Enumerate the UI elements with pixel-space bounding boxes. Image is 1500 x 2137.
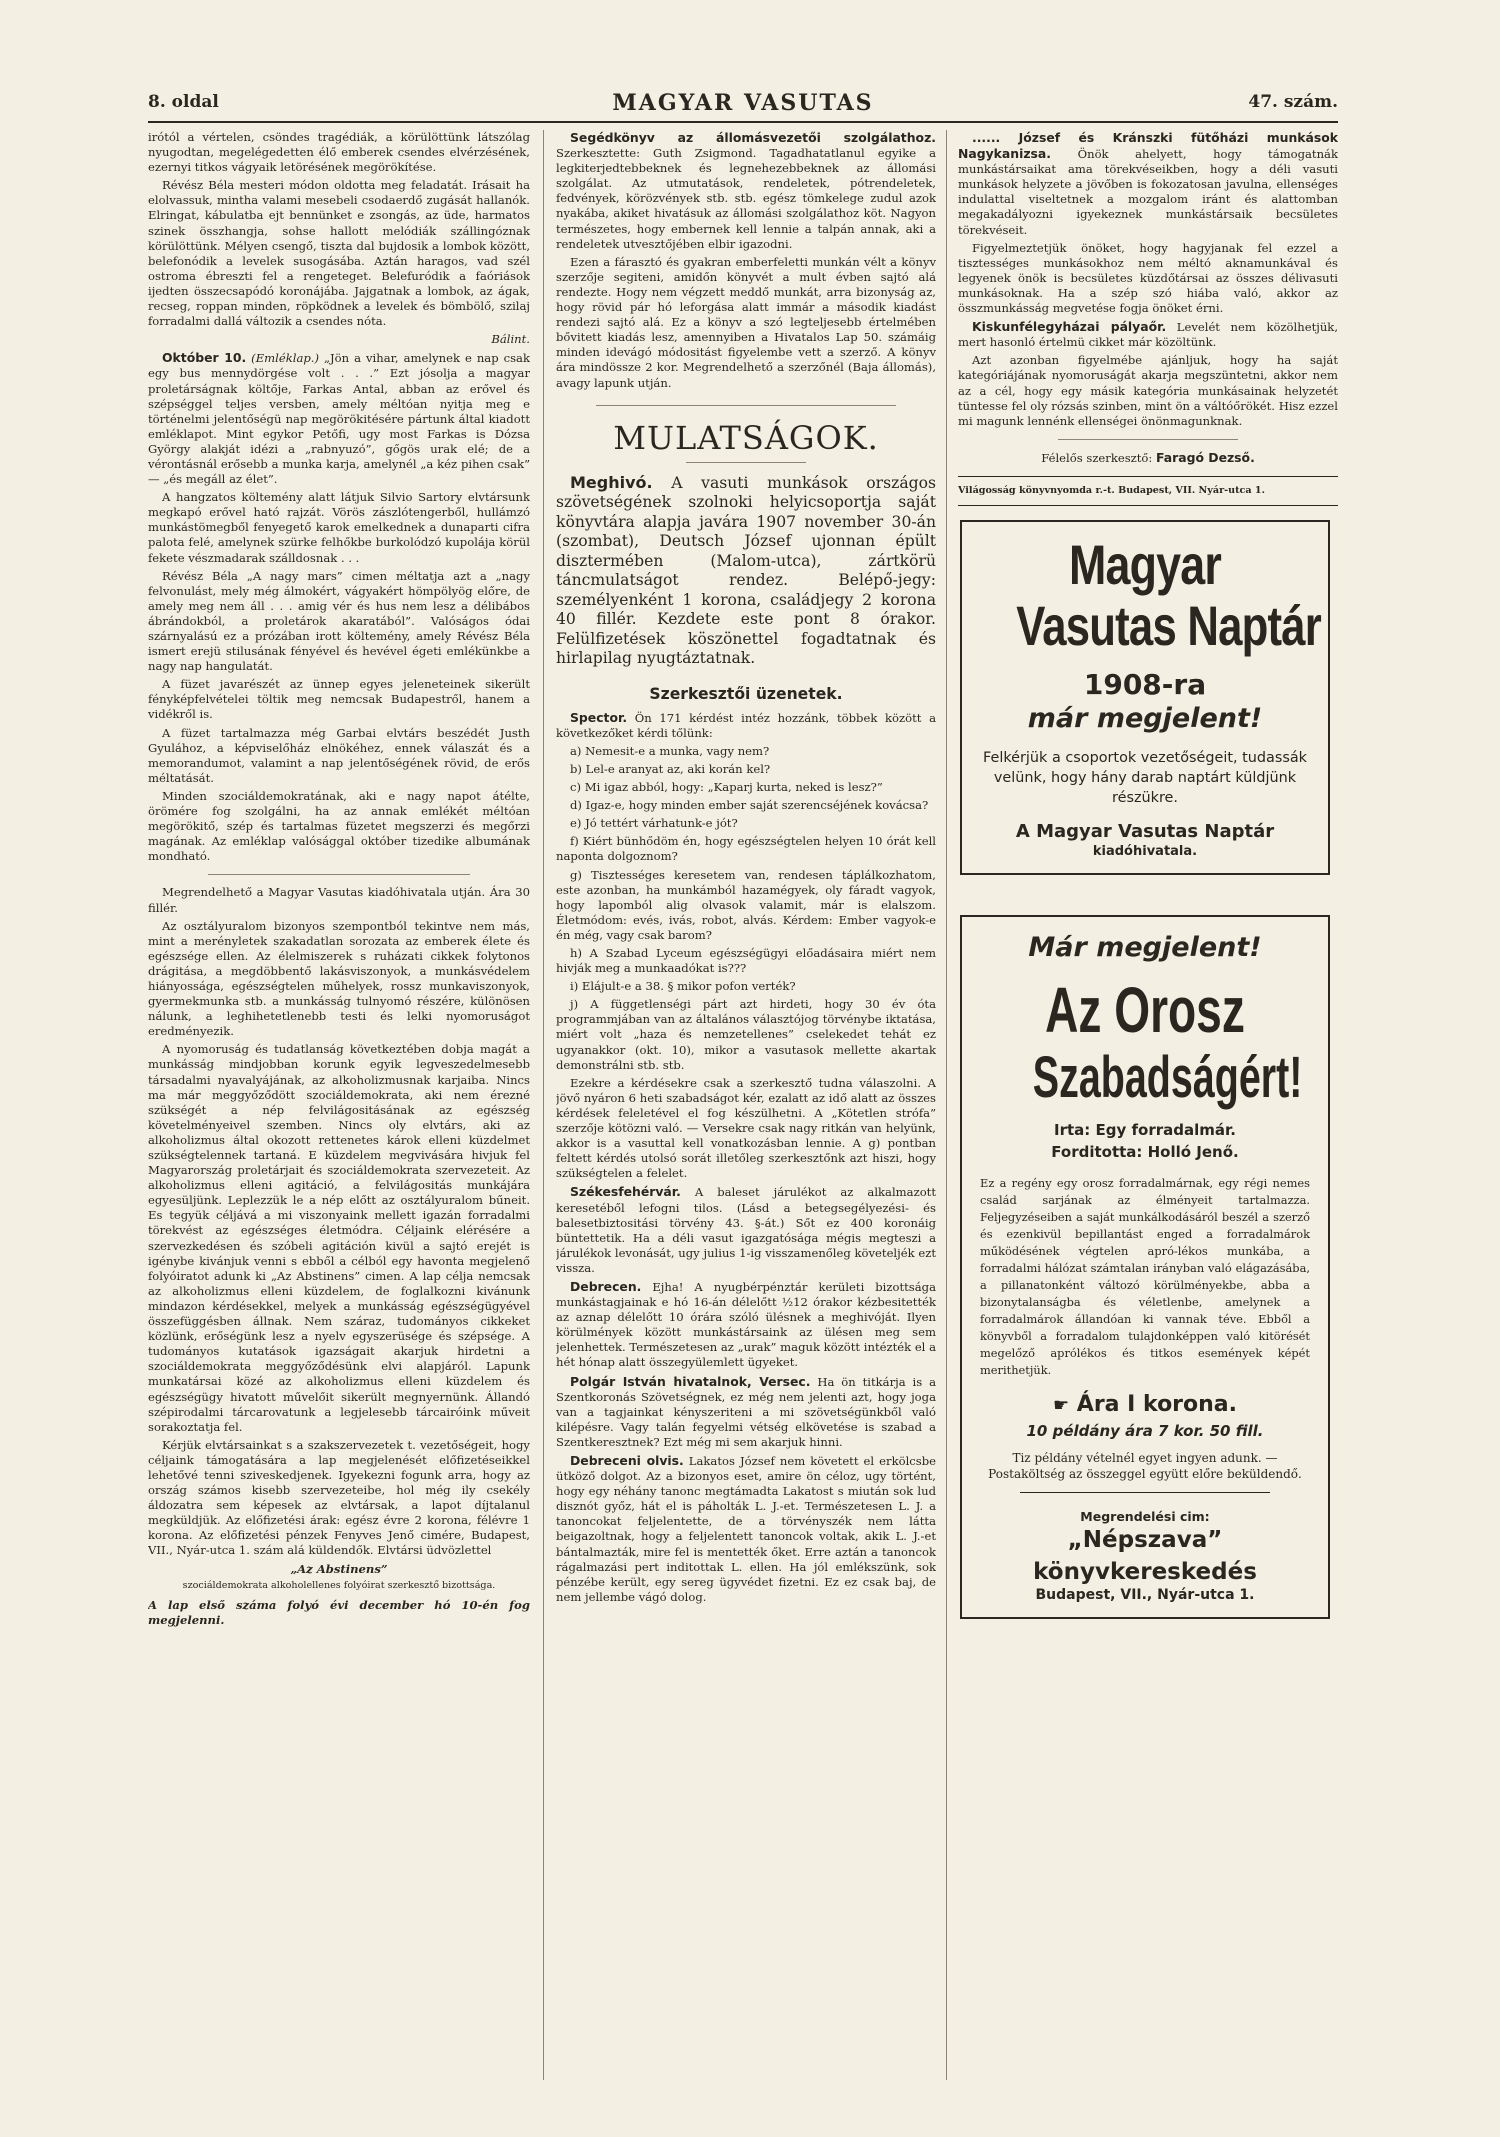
page-header	[148, 92, 1338, 118]
ad-published: már megjelent!	[1027, 702, 1263, 734]
paragraph: Figyelmeztetjük önöket, hogy hagyjanak fel ezzel a tisztességes munkásokhoz nem méltó aknamunkával és legyenek önök is becsületes küzdőtársai az összes délivasuti munkásoknak. Ha a szép szó hiába való, akkor az összmunkásság megvetése fogja önöket érni.	[958, 240, 1338, 316]
paragraph-text: Lakatos József nem követett el erkölcsbe ütköző dolgot. Az a bizonyos eset, amire ön céloz, ugy történt, hogy egy néhány tanonc megtámadta Lakatost s miután sok lud disznót győz, hát el is páholták L. J.-et. Természetesen L. J. a tanoncokat feljelentette, de a törvényszék nem látta beigazoltnak, hogy a feljelentett tanoncok voltak, akik L. J.-et bántalmazták, mire fel is mentették őket. Erre aztán a tanoncok rágalmazási pert inditottak L. ellen. Ha jól emlékszünk, sok pénzébe került, egy sereg ügyvédet fizetni. Ez ez csak baj, de nem jellembe vágó dolog.	[556, 1454, 936, 1604]
paragraph	[556, 1184, 936, 1276]
paragraph: Révész Béla mesteri módon oldotta meg feladatát. Irásait ha elolvassuk, mintha valami mesebeli csodaerdő zugását hallanók. Elringat, kábulatba ejt bennünket e zsongás, az üde, harmatos szinek összhangja, sohse hallott melódiák szállingóznak körülöttünk. Mélyen csengő, tiszta dal bujdosik a lombok között, belefonódik a levelek susogásába. Aztán haragos, vad szél ostroma ébreszti fel a rengeteget. Belefuródik a faóriások ijedten összecsapódó koronájába. Jajgatnak a lombok, az ágak, recseg, roppan minden, röpködnek a levelek és bömbölő, szilaj forradalmi dallá változik a csendes nóta.	[148, 178, 530, 329]
paragraph: Azt azonban figyelmébe ajánljuk, hogy ha saját kategóriájának nyomoruságát akarja megszüntetni, akkor nem az a cél, hogy egy másik kategória munkásainak helyzetét tüntesse fel oly rózsás szinben, mint ön a váltóőrökét. Hisz ezzel mi magunk lennénk ellenségei önönmagunknak.	[958, 353, 1338, 428]
divider	[208, 874, 470, 875]
item-source: (Emléklap.)	[251, 351, 319, 366]
divider	[1058, 439, 1238, 440]
ad-title-line1: Magyar	[1068, 532, 1222, 596]
column-3	[958, 130, 1338, 2095]
bookstore-name: „Népszava” könyvkereskedés	[1033, 1527, 1257, 1586]
question-item: j) A függetlenségi párt azt hirdeti, hogy 30 év óta programmjában van az általános választójog törvénybe iktatása, miért volt „haza és nemzetellenes” cselekedet tehát ez ugyanakkor (okt. 10), mikor a vasutasok mellette akartak demonstrálni stb. stb.	[556, 997, 936, 1072]
paragraph-text: Ha ön titkárja is a Szentkoronás Szövetségnek, ez még nem jelenti azt, hogy joga van a tagjainkat kényszeriteni a mi szövetségünkből való kilépésre. Vagy talán fegyelmi vétség elkövetése is szabad a Szentkeresztnek? Ezt még mi sem akarjuk hinni.	[556, 1374, 936, 1449]
paragraph-text: A baleset járulékot az alkalmazott keresetéből lefogni tilos. (Lásd a betegsegélyezési- és balesetbiztositási törvény 43. §-át.) Sőt ez 400 koronáig büntettetik. Ha a déli vasut igazgatósága mégis megteszi a járulékok levonását, ugy julius 1-ig visszamenőleg követeljék ezt vissza.	[556, 1185, 936, 1275]
paragraph: A hangzatos költemény alatt látjuk Silvio Sartory elvtársunk megkapó erővel ható rajzát. Vörös zászlótengerből, hullámzó munkástömegből fenyegető karok emelkednek a dunaparti cifra palota felé, amelynek szürke felhőkbe burkolódzó kupolája körül fekete vészmadarak szálldosnak . . .	[148, 490, 530, 565]
book-title-line2: Szabadságért!	[1032, 1044, 1303, 1110]
divider	[958, 505, 1338, 506]
paragraph: irótól a vértelen, csöndes tragédiák, a körülöttünk látszólag nyugodtan, megelégedetten élő emberek csendes elvérzésének, ezernyi titkos vágyaik letörésének megörökítése.	[148, 130, 530, 175]
order-label: Megrendelési cim:	[1080, 1508, 1210, 1524]
paragraph: Ezekre a kérdésekre csak a szerkesztő tudna válaszolni. A jövő nyáron 6 heti szabadságot kér, ezalatt az idő alatt az összes kérdések feleletével el fog készülhetni. A „Kötetlen strófa” szerzője kötözni való. — Versekre csak nagy ritkán van helyünk, akkor is a vasuttal kell vonatkozásban lennie. A g) pontban feltett kérdés utolsó sorát illetőleg szerkesztőnk azt hiszi, hogy szükségtelen a felelet.	[556, 1075, 936, 1181]
divider	[596, 405, 896, 406]
question-item: b) Lel-e aranyat az, aki korán kel?	[570, 761, 771, 776]
item-lead: Polgár István hivatalnok, Versec.	[570, 1373, 811, 1389]
item-lead: Debrecen.	[570, 1278, 642, 1294]
ad-title-line2: Vasutas Naptár	[1016, 593, 1321, 657]
question-item: e) Jó tettért várhatunk-e jót?	[570, 816, 738, 831]
paragraph	[556, 1279, 936, 1371]
item-lead: Segédkönyv az állomásvezetői szolgálathoz.	[570, 130, 936, 145]
paragraph: Az osztályuralom bizonyos szempontból tekintve nem más, mint a merényletek szakadatlan sorozata az emberek élete és egészsége ellen. Az élelmiszerek s ruházati cikkek folytonos drágitása, a megdöbbentő lakásviszonyok, a munkásvédelem hiányossága, egészségtelen műhelyek, rossz munkaviszonyok, gyermekmunka stb. a munkásság tulnyomó részére, különösen nálunk, a leghihetetlenebb testi és lelki nyomoruságot eredményezik.	[148, 918, 530, 1039]
paragraph: Révész Béla „A nagy mars” cimen méltatja azt a „nagy felvonulást, mely még álmokért, vágyakért hömpölyög előre, de amely meg nem áll . . . amig vér és hus nem lesz a délibábos ábrándokból, a proletárok akaratából”. Valóságos ódai szárnyalású ez a prózában irott költemény, amely Révész Béla ismert erejü stilusának fényével és hevével égeti emlékünkbe a nagy nap hangulatát.	[148, 568, 530, 674]
paragraph: Minden szociáldemokratának, aki e nagy napot átélte, örömére fog szolgálni, ha az annak emlékét méltóan megörökitő, szép és tartalmas füzetet megszerzi és megőrzi magának. Az emléklap valósággal október tizedike albumának mondható.	[148, 788, 530, 864]
book-translator: Forditotta: Holló Jenő.	[1051, 1142, 1239, 1161]
book-advertisement	[960, 915, 1330, 1619]
editor-name: Faragó Dezső.	[1156, 449, 1255, 465]
naptar-advertisement	[960, 520, 1330, 875]
paragraph	[556, 130, 936, 252]
paragraph: Megrendelhető a Magyar Vasutas kiadóhivatala utján. Ára 30 fillér.	[148, 885, 530, 915]
paragraph	[556, 473, 936, 669]
pointing-hand-icon: ☛	[1052, 1394, 1070, 1416]
paragraph: A nyomoruság és tudatlanság következtében dobja magát a munkásság mindjobban korunk egyik legveszedelmesebb társadalmi nyavalyájának, az alkoholizmusnak karjaiba. Nincs ma már meggyőződött szociáldemokrata, aki nem érezné szükségét a nép felvilágositásának az egészség követelményeivel szemben. Nincs oly elvtárs, aki az alkoholizmus által okozott rettenetes károk elleni küzdelmet szükségtelennek tartaná. E küzdelem megvivására hivjuk fel Magyarország proletárjait és szociáldemokrata szervezeteit. Az alkoholizmus elleni agitáció, a felvilágositás munkájára egyesüljünk. Leplezzük le a nép előtt az osztályuralom bűneit. Es tegyük céljává a mi viszonyaink mellett igazán forradalmi törekvést az egészséges életmódra. Céljaink elérésére a szervezkedésen és szóbeli agitáción kivül a sajtó erejét is igénybe kivánjuk venni s ebből a célból egy havonta megjelenő folyóiratot adunk ki „Az Abstinens” cimen. A lap célja nemcsak az alkoholizmus elleni küzdelem, de foglalkozni kivánunk mindazon kérdésekkel, melyek a munkásság egészségügyével összefüggésben állnak. Nem száraz, tudományos cikkeket közlünk, erőségünk lesz a nyelv egyszerüsége és szépsége. A tudományos kutatások igazságait akarjuk hirdetni a szociáldemokrata meggyőződésünk elvi alapjáról. Lapunk munkatársai közé az alkoholizmus elleni küzdelem és egészségügy hivatott művelőit sikerült megnyernünk. Állandó szépirodalmi tárcarovatunk a legjelesebb tárcairóink műveit sorakoztatja fel.	[148, 1042, 530, 1434]
question-item: d) Igaz-e, hogy minden ember saját szerencséjének kovácsa?	[570, 798, 929, 813]
newspaper-title: MAGYAR VASUTAS	[612, 90, 874, 116]
paragraph	[556, 1374, 936, 1450]
ad-head: Már megjelent!	[1028, 931, 1262, 963]
footnote: A lap első száma folyó évi december hó 10-én fog megjelenni.	[148, 1597, 530, 1627]
page-number: 8. oldal	[148, 92, 219, 112]
item-lead: Október 10.	[162, 350, 247, 366]
question-item: i) Elájult-e a 38. § mikor pofon verték?	[570, 979, 796, 994]
paragraph-text: Ön 171 kérdést intéz hozzánk, többek között a következőket kérdi tőlünk:	[556, 710, 936, 740]
question-item: g) Tisztességes keresetem van, rendesen táplálkozhatom, este azonban, ha munkámból hazamégyek, oly fáradt vagyok, hogy lapomból alig olvasok valamit, már is elalszom. Életmódom: evés, ivás, robot, alvás. Kérdem: Ember vagyok-e én még, vagy csak barom?	[556, 867, 936, 942]
column-2	[556, 130, 936, 2095]
paragraph-text: Levelét nem közölhetjük, mert hasonló értelmü cikket már közöltünk.	[958, 320, 1338, 350]
question-item: a) Nemesit-e a munka, vagy nem?	[570, 743, 770, 758]
item-lead: Kiskunfélegyházai pályaőr.	[972, 319, 1167, 335]
divider	[958, 476, 1338, 477]
signature-subtitle: szociáldemokrata alkoholellenes folyóirat szerkesztő bizottsága.	[182, 1579, 496, 1591]
book-title-line1: Az Orosz	[1045, 973, 1245, 1046]
signature: „Az Abstinens”	[290, 1561, 388, 1576]
paragraph: A füzet javarészét az ünnep egyes jeleneteinek sikerült fényképfelvételei töltik meg nemcsak Budapestről, hanem a vidékről is.	[148, 677, 530, 722]
paragraph-text: Önök ahelyett, hogy támogatnák munkástársaikat ama törekvéseikben, hogy a déli vasuti munkások helyzete a jövőben is fokozatosan javulna, ellenséges indulattal viseltetnek a mozgalom iránt és alattomban megakadályozni igyekeznek munkástársaik becsületes törekvéseit.	[958, 147, 1338, 237]
book-description: Ez a regény egy orosz forradalmárnak, egy régi nemes család sarjának az élményeit tartalmazza. Feljegyzéseiben a saját munkálkodásáról beszél a szerző és ezenkivül bepillantást enged a forradalmárok működésének végtelen apró-lékos munkába, a forradalmi hálózat számtalan irányban való elágazásába, a pillanatonként változó körülményekbe, abba a bizonytalanságba és véletlenbe, amelynek a forradalmárok állandóan ki vannak téve. Ebből a könyvből a forradalom tulajdonképpen való kitörését megelőző aprólékos és titkos események képét merithetjük.	[980, 1175, 1310, 1377]
column-divider-1	[543, 130, 544, 2080]
editor-label: Félelős szerkesztő:	[1041, 450, 1153, 465]
item-lead: ...... József és Kránszki fütőházi munkások Nagykanizsa.	[958, 130, 1338, 162]
item-lead: Meghivó.	[570, 472, 653, 492]
section-title-mulatsagok: MULATSÁGOK.	[613, 418, 879, 457]
signature: Bálint.	[491, 332, 530, 347]
ad-text: Felkérjük a csoportok vezetőségeit, tudassák velünk, hogy hány darab naptárt küldjünk részükre.	[983, 749, 1307, 806]
bookstore-address: Budapest, VII., Nyár-utca 1.	[1035, 1587, 1255, 1604]
book-note: Tiz példány vételnél egyet ingyen adunk. — Postaköltség az összeggel együtt előre beküldendő.	[988, 1450, 1302, 1481]
question-item: c) Mi igaz abból, hogy: „Kaparj kurta, neked is lesz?”	[570, 780, 883, 795]
paragraph-text: Szerkesztette: Guth Zsigmond. Tagadhatatlanul egyike a legkiterjedtebbeknek és legnehezebbeknek az állomási szolgálat. Az utmutatások, rendeletek, pótrendeletek, fedvények, körözvények stb. stb. egész tömkelege zudul azok nyakába, akiket hivatásuk az állomási szolgálathoz köt. Nagyon természetes, hogy embernek kell lennie a talpán annak, aki a rendeletek utvesztőjében elbir igazodni.	[556, 146, 936, 251]
item-lead: Spector.	[570, 709, 628, 725]
paragraph-text: A vasuti munkások országos szövetségének szolnoki helyicsoportja saját könyvtára alapja javára 1907 november 30-án (szombat), Deutsch József ujonnan épült disztermében (Malom-utca), zártkörü táncmulatságot rendez. Belépő-jegy: személyenként 1 korona, családjegy 2 korona 40 fillér. Kezdete este pont 8 órakor. Felülfizetések köszönettel fogadtatnak és hirlapilag nyugtáztatnak.	[556, 473, 936, 668]
printer-line: Világosság könyvnyomda r.-t. Budapest, VII. Nyár-utca 1.	[958, 484, 1265, 496]
editor-line	[958, 450, 1338, 466]
paragraph	[556, 1453, 936, 1605]
column-1	[148, 130, 530, 2095]
section-title-szerkesztoi: Szerkesztői üzenetek.	[649, 684, 843, 703]
divider	[686, 462, 806, 463]
ad-publisher-office: kiadóhivatala.	[1092, 843, 1198, 859]
column-divider-2	[946, 130, 947, 2080]
item-lead: Székesfehérvár.	[570, 1184, 681, 1200]
paragraph	[958, 319, 1338, 350]
paragraph: Ezen a fárasztó és gyakran emberfeletti munkán vélt a könyv szerzője segiteni, amidőn könyvét a mult évben sajtó alá rendezte. Hogy nem végzett meddő munkát, arra bizonyság az, hogy rövid pár hó leforgása alatt immár a második kiadást rendezi sajtó alá. Ez a könyv a szó legteljesebb értelmében bővitett kiadás lesz, amennyiben a Hivatalos Lap 50. számáig minden idevágó módositást figyelembe vett a szerző. A könyv ára mindössze 2 kor. Megrendelhető a szerzőnél (Baja állomás), avagy lapunk utján.	[556, 254, 936, 390]
question-item: f) Kiért bünhődöm én, hogy egészségtelen helyen 10 órát kell naponta dolgoznom?	[556, 834, 936, 864]
ad-year: 1908-ra	[1083, 667, 1207, 701]
issue-number: 47. szám.	[1248, 92, 1338, 112]
book-author: Irta: Egy forradalmár.	[1054, 1120, 1236, 1139]
ad-publisher: A Magyar Vasutas Naptár	[1015, 820, 1275, 842]
header-rule	[148, 121, 1338, 123]
item-lead: Debreceni olvis.	[570, 1453, 684, 1468]
paragraph-text: „Jön a vihar, amelynek e nap csak egy bus mennydörgése volt . . .” Ezt jósolja a magyar proletárságnak költője, Farkas Antal, abban az erővel és szépséggel teljes versben, amely méltóan nyitja meg e történelmi jelentőségü nap megörökitésére pártunk által kiadott emléklapot. Mint egykor Petőfi, ugy most Farkas is Dózsa György alakját idézi a „rabnyuzó”, gőgös urak elé; de a vérontásnál erősebb a munka karja, amelynél „a kéz pihen csak” — „és megáll az élet”.	[148, 351, 530, 487]
paragraph: A füzet tartalmazza még Garbai elvtárs beszédét Justh Gyulához, a képviselőház elnökéhez, ennek válaszát és a memorandumot, valamint a nap jelentőségének rövid, de erős méltatását.	[148, 725, 530, 785]
book-price	[980, 1391, 1310, 1420]
question-item: h) A Szabad Lyceum egészségügyi előadásaira miért nem hivják meg a munkaadókat is???	[556, 946, 936, 976]
paragraph	[958, 130, 1338, 238]
paragraph: Kérjük elvtársainkat s a szakszervezetek t. vezetőségeit, hogy céljaink támogatására a lap megjelenését előfizetéseikkel lehetővé tenni sziveskedjenek. Igyekezni fogunk arra, hogy az ország számos kisebb szervezeteibe, hol még ily csekély áldozatra sem képesek az elvtársak, a lapot díjtalanul megküldjük. Az előfizetési árak: egész évre 2 korona, félévre 1 korona. Az előfizetési pénzek Fenyves Jenő cimére, Budapest, VII., Nyár-utca 1. szám alá küldendők. Elvtársi üdvözlettel	[148, 1437, 530, 1558]
paragraph	[148, 350, 530, 487]
book-price-text: Ára I korona.	[1076, 1391, 1238, 1417]
book-bulk-price: 10 példány ára 7 kor. 50 fill.	[1026, 1421, 1264, 1440]
paragraph-text: Ejha! A nyugbérpénztár kerületi bizottsága munkástagjainak e hó 16-án délelőtt ½12 órakor kézbesitették az aznap délelőtt 10 órára szóló ülésnek a meghivóját. Ilyen körülmények között munkástársaink az ülésen meg sem jelenhettek. Természetesen az „urak” maguk között intézték el a hét hónap alatt összegyülemlett ügyeket.	[556, 1279, 936, 1370]
paragraph	[556, 710, 936, 741]
